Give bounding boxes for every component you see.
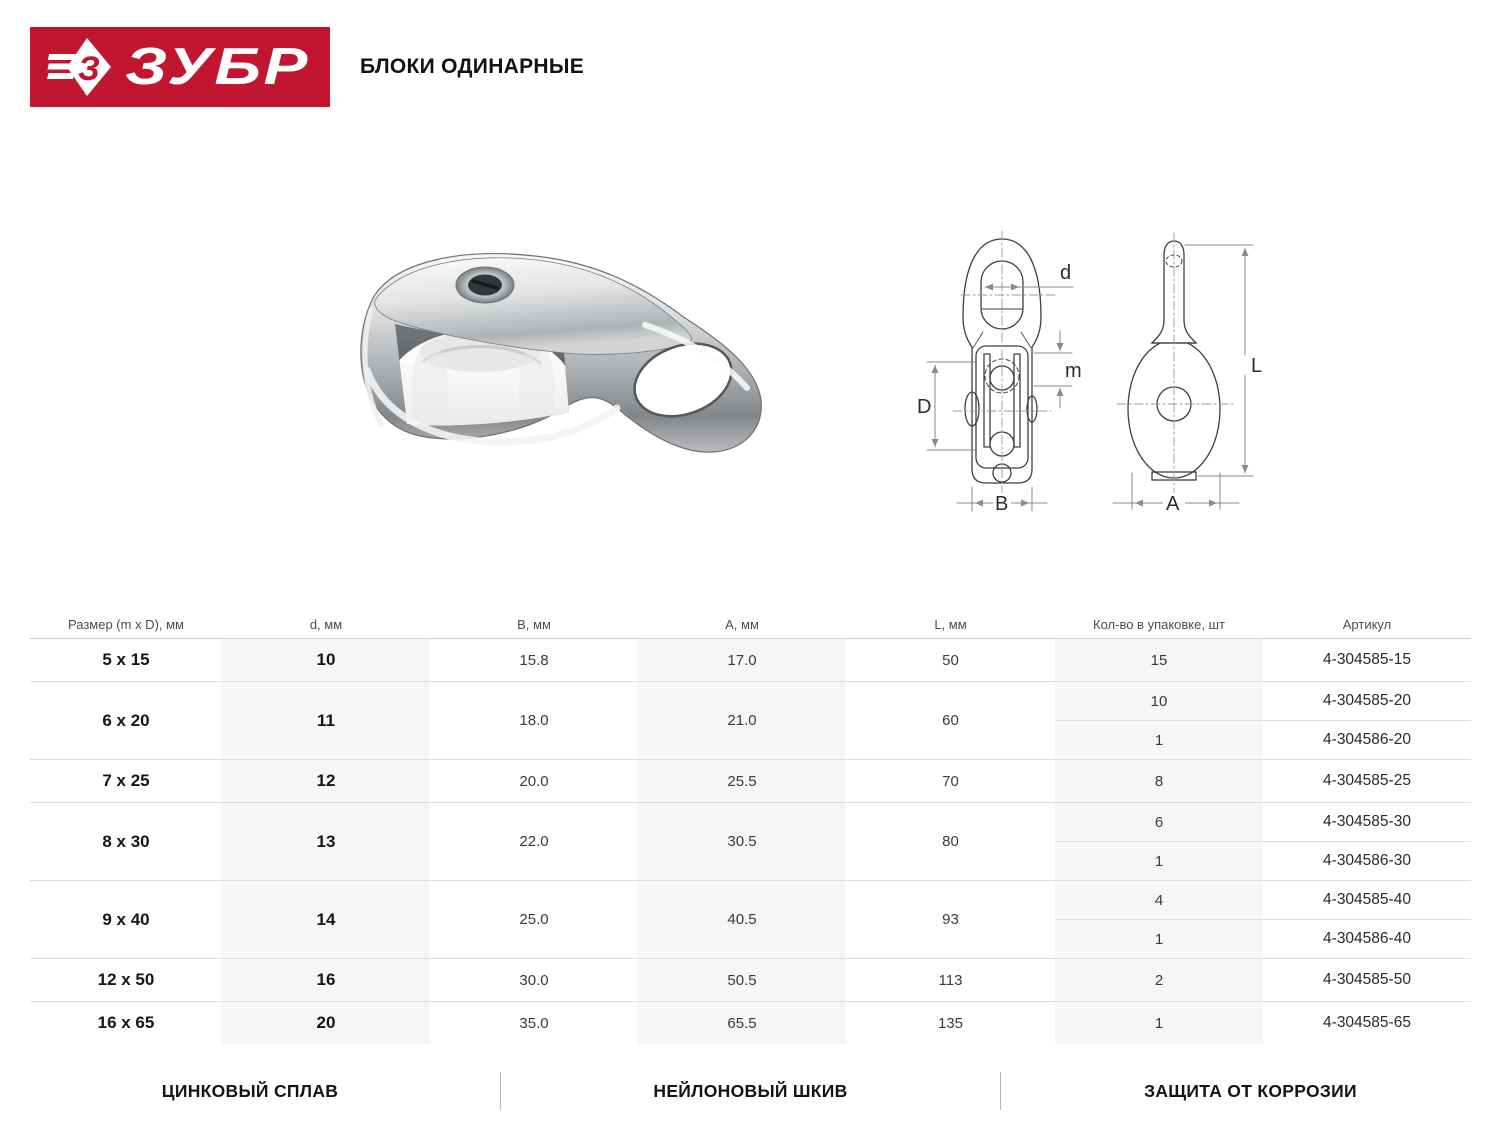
dim-label-D: D [917, 396, 932, 418]
diagram-front-view [963, 239, 1041, 483]
pack-row [1055, 959, 1471, 1001]
cell-qty: 2 [1055, 959, 1263, 1001]
cell-b: 22.0 [519, 833, 549, 850]
pack-row [1055, 1002, 1471, 1044]
table-header-row [30, 610, 1471, 639]
cell-qty: 1 [1055, 920, 1263, 958]
cell-qty: 10 [1055, 682, 1263, 720]
cell-a: 40.5 [638, 881, 846, 958]
cell-b: 20.0 [519, 772, 549, 790]
logo-text: ЗУБР [125, 38, 310, 96]
cell-b: 30.0 [519, 971, 549, 989]
cell-l: 135 [937, 1014, 964, 1032]
cell-a: 50.5 [638, 959, 846, 1001]
cell-l: 113 [938, 971, 963, 989]
cell-l: 60 [942, 712, 959, 729]
table-row [30, 639, 1471, 681]
product-photo [345, 240, 775, 470]
axle-screw [456, 267, 514, 303]
pack-row [1055, 682, 1471, 720]
pack-row [1055, 760, 1471, 802]
cell-qty: 8 [1055, 760, 1263, 802]
spec-table [30, 610, 1471, 1044]
table-row [30, 1001, 1471, 1044]
header-cell-b: B, мм [517, 616, 551, 632]
cell-qty: 6 [1055, 803, 1263, 841]
cell-qty: 1 [1055, 842, 1263, 880]
cell-article: 4-304585-25 [1323, 772, 1411, 789]
cell-l: 50 [942, 651, 959, 669]
cell-size: 6 x 20 [102, 710, 150, 730]
cell-d: 10 [222, 639, 430, 681]
page-title: БЛОКИ ОДИНАРНЫЕ [360, 55, 585, 78]
table-row [30, 759, 1471, 802]
dim-label-A: A [1166, 493, 1180, 515]
cell-b: 15.8 [519, 651, 549, 669]
header-cell-size: Размер (m x D), мм [68, 616, 184, 632]
cell-a: 25.5 [638, 760, 846, 802]
features-bar [0, 1072, 1500, 1110]
cell-size: 12 x 50 [97, 970, 155, 989]
pack-row [1055, 881, 1471, 919]
cell-d: 16 [222, 959, 430, 1001]
cell-article: 4-304586-40 [1323, 930, 1411, 947]
cell-article: 4-304585-20 [1323, 692, 1411, 709]
cell-size: 9 x 40 [102, 909, 150, 929]
technical-diagrams [905, 225, 1285, 525]
dim-label-m: m [1065, 360, 1082, 382]
cell-a: 21.0 [638, 682, 846, 759]
cell-d: 20 [222, 1002, 430, 1044]
cell-article: 4-304585-50 [1323, 971, 1411, 988]
dim-label-B: B [995, 493, 1009, 515]
pack-list [1055, 639, 1471, 681]
feature-protection: ЗАЩИТА ОТ КОРРОЗИИ [1000, 1072, 1500, 1110]
dim-label-L: L [1251, 355, 1263, 377]
feature-sheave: НЕЙЛОНОВЫЙ ШКИВ [500, 1072, 1000, 1110]
cell-l: 70 [942, 772, 959, 790]
header-cell-l: L, мм [934, 616, 967, 632]
spec-table-body [30, 639, 1471, 1044]
cell-article: 4-304586-20 [1323, 731, 1411, 748]
feature-material: ЦИНКОВЫЙ СПЛАВ [161, 1080, 339, 1101]
pack-list [1055, 881, 1471, 958]
pack-list [1055, 803, 1471, 880]
cell-qty: 1 [1055, 721, 1263, 759]
cell-qty: 1 [1055, 1002, 1263, 1044]
pack-row [1055, 803, 1471, 841]
cell-a: 65.5 [638, 1002, 846, 1044]
pack-row [1055, 841, 1471, 880]
cell-article: 4-304585-15 [1323, 651, 1411, 668]
table-row [30, 681, 1471, 759]
pack-row [1055, 720, 1471, 759]
table-row [30, 880, 1471, 958]
logo-diamond-letter: З [78, 50, 100, 88]
dimensions-front [927, 287, 1073, 511]
header-cell-d: d, мм [309, 616, 343, 632]
pack-list [1055, 959, 1471, 1001]
cell-a: 30.5 [638, 803, 846, 880]
header-cell-a: A, мм [725, 616, 759, 632]
cell-b: 18.0 [519, 712, 549, 729]
table-row [30, 802, 1471, 880]
header-cell-qty: Кол-во в упаковке, шт [1093, 616, 1225, 632]
cell-size: 16 x 65 [97, 1013, 155, 1032]
pack-list [1055, 682, 1471, 759]
cell-article: 4-304585-40 [1323, 891, 1411, 908]
pack-row [1055, 919, 1471, 958]
cell-size: 8 x 30 [102, 831, 150, 851]
cell-b: 25.0 [519, 911, 549, 928]
cell-article: 4-304585-30 [1323, 813, 1411, 830]
pack-list [1055, 760, 1471, 802]
dim-label-d: d [1060, 262, 1072, 284]
cell-a: 17.0 [638, 639, 846, 681]
cell-qty: 15 [1055, 639, 1263, 681]
brand-logo [30, 27, 330, 107]
cell-l: 80 [942, 833, 959, 850]
cell-l: 93 [942, 911, 959, 928]
cell-d: 12 [222, 760, 430, 802]
pack-row [1055, 639, 1471, 681]
cell-article: 4-304585-65 [1323, 1014, 1411, 1031]
header-cell-art: Артикул [1342, 616, 1392, 632]
cell-qty: 4 [1055, 881, 1263, 919]
cell-article: 4-304586-30 [1323, 852, 1411, 869]
table-row [30, 958, 1471, 1001]
cell-size: 7 x 25 [102, 771, 150, 790]
cell-d: 14 [222, 881, 430, 958]
cell-d: 11 [222, 682, 430, 759]
pack-list [1055, 1002, 1471, 1044]
cell-size: 5 x 15 [102, 650, 150, 669]
cell-d: 13 [222, 803, 430, 880]
cell-b: 35.0 [519, 1014, 549, 1032]
